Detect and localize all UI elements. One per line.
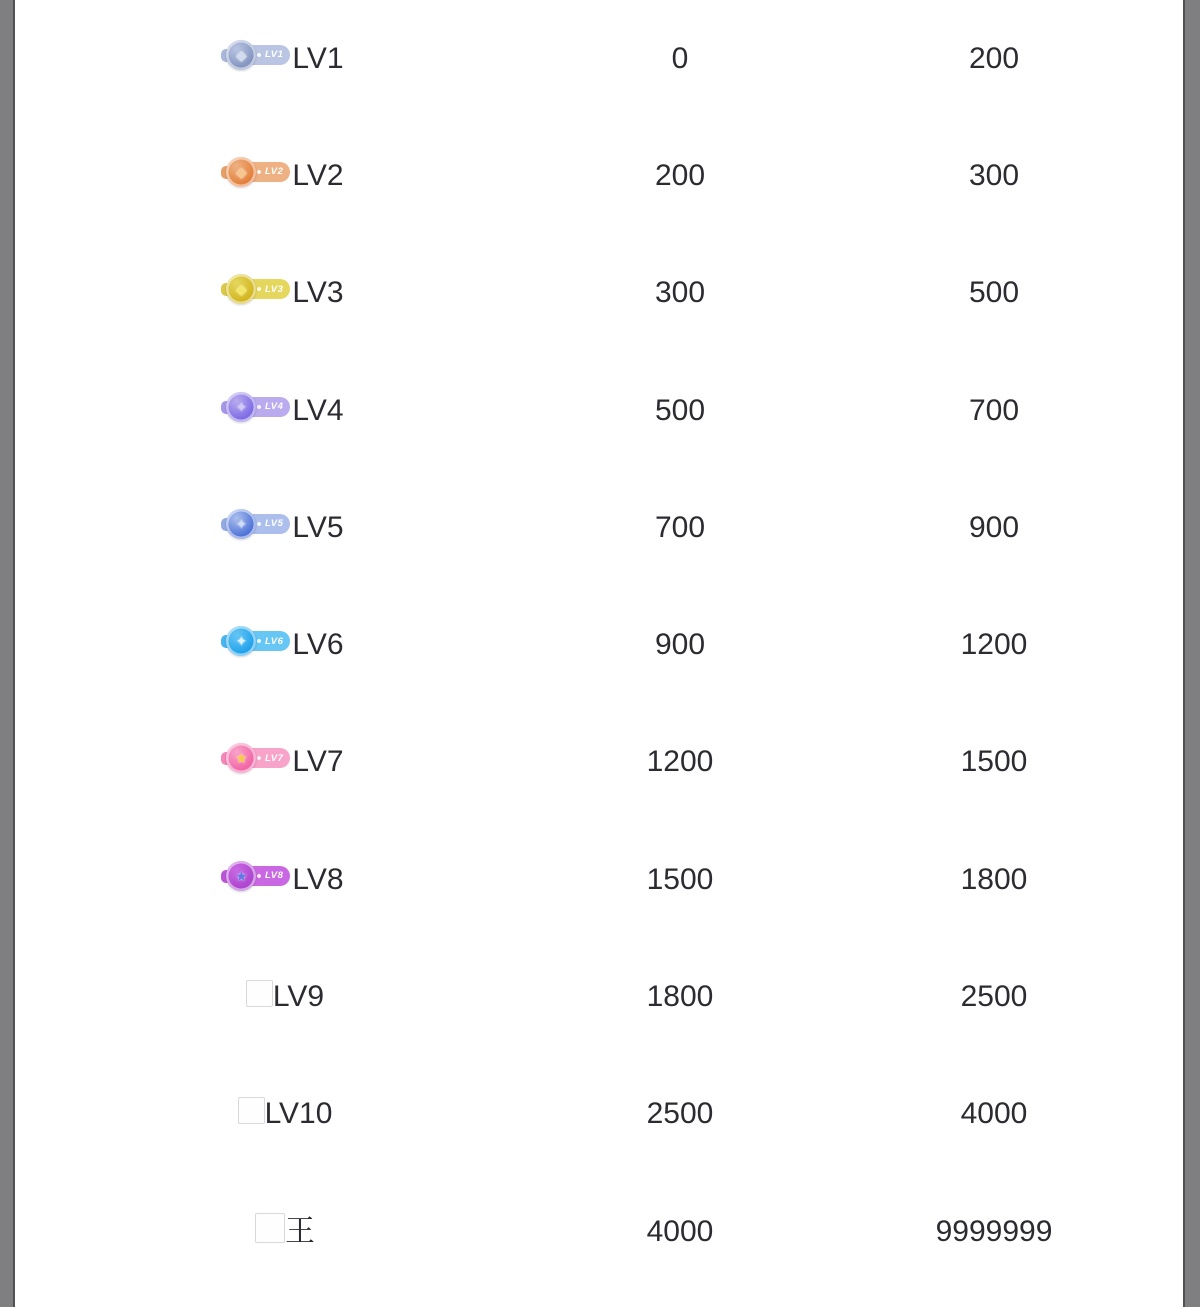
level-badge-slot	[238, 1097, 265, 1132]
right-frame-bar	[1183, 0, 1200, 1307]
level-label: LV7	[292, 745, 344, 779]
badge-gem-icon: ★	[235, 750, 248, 767]
min-points-value: 4000	[646, 1214, 714, 1248]
badge-medallion	[226, 743, 256, 773]
badge-gem-icon: ◆	[236, 46, 247, 63]
level-cell	[15, 626, 555, 664]
level-cell	[15, 980, 555, 1015]
max-points-value: 1800	[960, 862, 1028, 896]
level-badge-slot	[255, 1213, 285, 1251]
level-label: LV5	[292, 510, 344, 544]
max-points-value: 1500	[960, 745, 1028, 779]
badge-medallion	[226, 274, 256, 304]
level-cell	[15, 392, 555, 430]
badge-medallion	[226, 626, 256, 656]
table-row	[15, 704, 1183, 821]
badge-pill-label: LV5	[238, 514, 290, 534]
table-row	[15, 1173, 1183, 1290]
max-points-value: 9999999	[935, 1214, 1053, 1248]
badge-pill-label: LV8	[238, 866, 290, 886]
table-row	[15, 821, 1183, 938]
level-cell	[15, 157, 555, 195]
left-frame-bar	[0, 0, 15, 1307]
level-label: LV3	[292, 276, 344, 310]
level-cell	[15, 509, 555, 547]
max-points-value: 2500	[960, 980, 1028, 1014]
min-points-value: 1800	[646, 980, 714, 1014]
badge-pill-label: LV3	[238, 279, 290, 299]
table-row	[15, 938, 1183, 1055]
level-cell	[15, 1213, 555, 1251]
badge-medallion	[226, 861, 256, 891]
table-row	[15, 0, 1183, 117]
broken-badge-placeholder-box	[255, 1213, 285, 1243]
table-row	[15, 586, 1183, 703]
level-badge-icon	[226, 509, 290, 539]
min-points-value: 900	[654, 628, 706, 662]
min-points-value: 2500	[646, 1097, 714, 1131]
table-row	[15, 469, 1183, 586]
level-badge-icon	[226, 392, 290, 422]
level-badge-slot	[226, 626, 292, 664]
max-points-value: 200	[968, 41, 1020, 75]
badge-pill-label: LV4	[238, 397, 290, 417]
level-label: LV1	[292, 41, 344, 75]
badge-gem-icon: ★	[235, 867, 248, 884]
badge-gem-icon: ◆	[236, 281, 247, 298]
badge-medallion	[226, 40, 256, 70]
level-badge-slot	[226, 40, 292, 78]
level-label: LV9	[272, 980, 325, 1014]
table-row	[15, 352, 1183, 469]
level-badge-icon	[226, 861, 290, 891]
badge-gem-icon: ✦	[235, 398, 248, 415]
level-cell	[15, 743, 555, 781]
level-badge-slot	[226, 392, 292, 430]
level-cell	[15, 274, 555, 312]
level-label: LV6	[292, 628, 344, 662]
min-points-value: 300	[654, 276, 706, 310]
level-badge-slot	[226, 157, 292, 195]
badge-pill-label: LV1	[238, 45, 290, 65]
level-cell	[15, 1097, 555, 1132]
badge-gem-icon: ◆	[236, 163, 247, 180]
min-points-value: 200	[654, 158, 706, 192]
level-label: LV4	[292, 393, 344, 427]
level-badge-icon	[226, 157, 290, 187]
max-points-value: 4000	[960, 1097, 1028, 1131]
level-badge-icon	[226, 274, 290, 304]
broken-badge-placeholder-box	[238, 1097, 265, 1124]
broken-badge-placeholder-box	[246, 980, 273, 1007]
min-points-value: 500	[654, 393, 706, 427]
max-points-value: 1200	[960, 628, 1028, 662]
level-badge-slot	[226, 274, 292, 312]
level-cell	[15, 861, 555, 899]
level-table	[15, 0, 1183, 1290]
badge-medallion	[226, 509, 256, 539]
min-points-value: 0	[671, 41, 689, 75]
level-badge-icon	[226, 40, 290, 70]
badge-pill-label: LV7	[238, 748, 290, 768]
max-points-value: 300	[968, 158, 1020, 192]
badge-medallion	[226, 157, 256, 187]
max-points-value: 700	[968, 393, 1020, 427]
level-badge-slot	[246, 980, 273, 1015]
table-row	[15, 117, 1183, 234]
min-points-value: 1200	[646, 745, 714, 779]
level-badge-slot	[226, 509, 292, 547]
badge-pill-label: LV2	[238, 162, 290, 182]
level-label: 王	[285, 1214, 315, 1248]
level-label: LV2	[292, 158, 344, 192]
table-row	[15, 1056, 1183, 1173]
max-points-value: 900	[968, 510, 1020, 544]
min-points-value: 700	[654, 510, 706, 544]
badge-medallion	[226, 392, 256, 422]
badge-pill-label: LV6	[238, 631, 290, 651]
level-label: LV8	[292, 862, 344, 896]
level-cell	[15, 40, 555, 78]
level-badge-slot	[226, 743, 292, 781]
table-row	[15, 235, 1183, 352]
min-points-value: 1500	[646, 862, 714, 896]
level-label: LV10	[264, 1097, 333, 1131]
level-badge-icon	[226, 626, 290, 656]
badge-gem-icon: ✦	[235, 515, 248, 532]
level-badge-slot	[226, 861, 292, 899]
badge-gem-icon: ✦	[235, 633, 248, 650]
level-badge-icon	[226, 743, 290, 773]
max-points-value: 500	[968, 276, 1020, 310]
